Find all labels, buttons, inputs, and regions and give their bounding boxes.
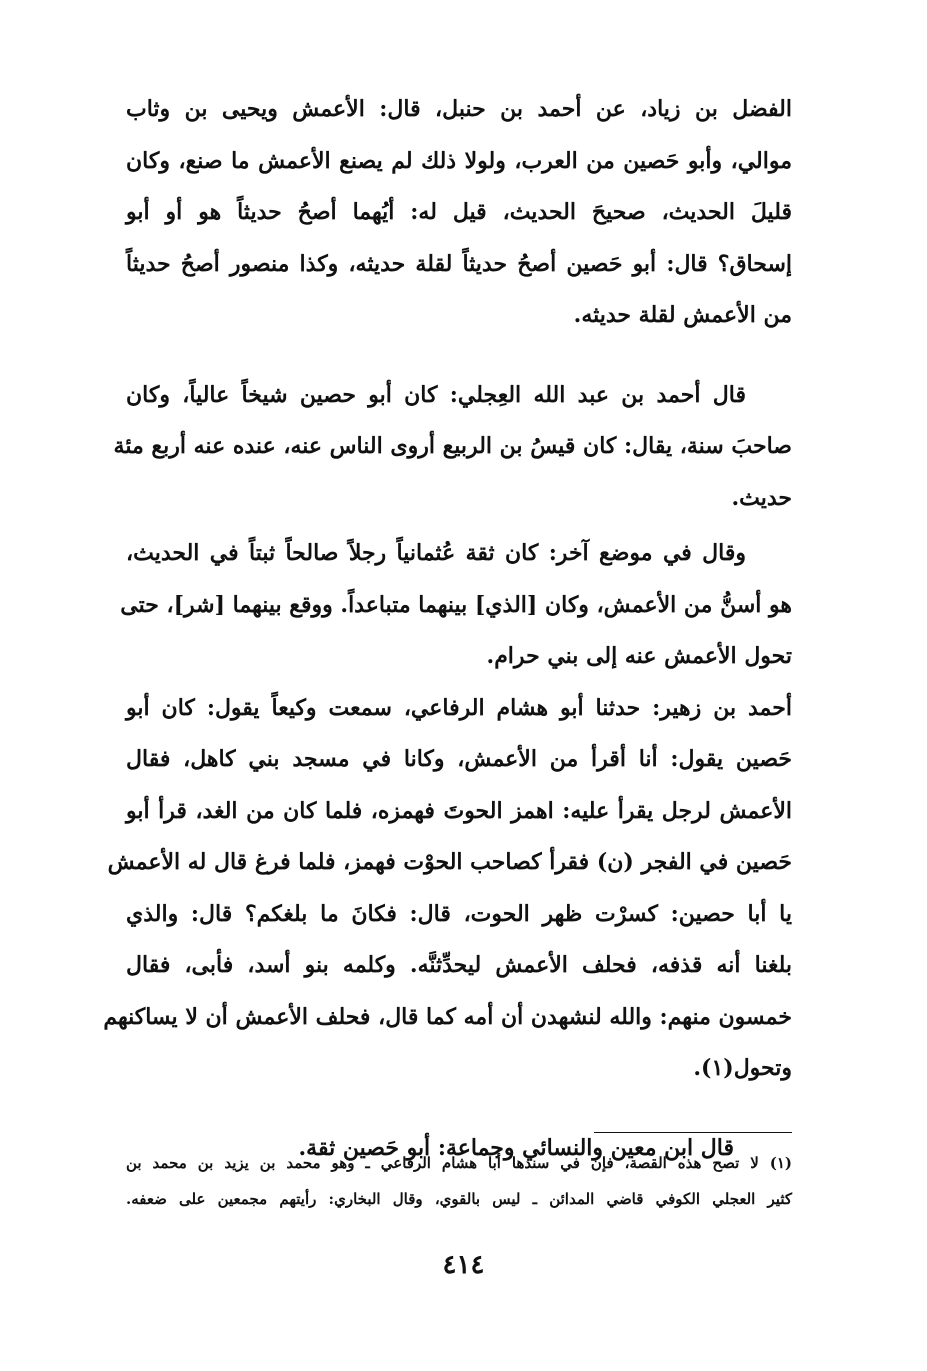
text-line: صاحبَ سنة، يقال: كان قيسُ بن الربيع أروى الناس عنه، عنده عنه أربع مئة — [113, 433, 792, 459]
text-line: حَصين في الفجر (ن) فقرأ كصاحب الحوْت فهمز، فلما فرغ قال له الأعمش — [107, 849, 792, 875]
footnote-separator — [594, 1132, 792, 1133]
text-line: قال أحمد بن عبد الله العِجلي: كان أبو حصين شيخاً عالياً، وكان — [126, 381, 746, 408]
text-line: موالي، وأبو حَصين من العرب، ولولا ذلك لم يصنع الأعمش ما صنع، وكان — [126, 147, 792, 174]
footnote-line: كثير العجلي الكوفي قاضي المدائن ـ ليس بالقوي، وقال البخاري: رأيتهم مجمعين على ضعفه. — [126, 1190, 792, 1208]
text-line: الفضل بن زياد، عن أحمد بن حنبل، قال: الأعمش ويحيى بن وثاب — [126, 96, 792, 122]
text-line: خمسون منهم: والله لنشهدن أن أمه كما قال، فحلف الأعمش أن لا يساكنهم — [103, 1003, 792, 1030]
footnotes — [126, 1145, 792, 1217]
text-line: يا أبا حصين: كسرْت ظهر الحوت، قال: فكانَ ما بلغكم؟ قال: والذي — [126, 900, 792, 927]
text-line: حَصين يقول: أنا أقرأ من الأعمش، وكانا في مسجد بني كاهل، فقال — [126, 746, 792, 772]
paragraph-2 — [113, 370, 792, 525]
footnote-line: (١) لا تصح هذه القصة، فإن في سندها أبا هشام الرفاعي ـ وهو محمد بن يزيد بن محمد بن — [126, 1154, 792, 1172]
text-line: قليلَ الحديث، صحيحَ الحديث، قيل له: أيُهما أصحُ حديثاً هو أو أبو — [126, 199, 792, 225]
text-line: من الأعمش لقلة حديثه. — [573, 302, 792, 328]
text-line: وقال في موضع آخر: كان ثقة عُثمانياً رجلاً صالحاً ثبتاً في الحديث، — [126, 540, 746, 566]
paragraph-4 — [103, 683, 792, 1095]
text-line: أحمد بن زهير: حدثنا أبو هشام الرفاعي، سمعت وكيعاً يقول: كان أبو — [126, 694, 792, 721]
text-line: الأعمش لرجل يقرأ عليه: اهمز الحوتَ فهمزه، فلما كان من الغد، قرأ أبو — [126, 797, 792, 824]
page-number: ٤١٤ — [442, 1250, 485, 1280]
paragraph-3 — [120, 528, 792, 683]
text-line: حديث. — [731, 484, 792, 511]
paragraph-1 — [126, 84, 792, 342]
text-line: هو أسنُّ من الأعمش، وكان [الذي] بينهما متباعداً. ووقع بينهما [شر]، حتى — [120, 591, 792, 618]
text-line: إسحاق؟ قال: أبو حَصين أصحُ حديثاً لقلة حديثه، وكذا منصور أصحُ حديثاً — [126, 250, 792, 277]
text-line: تحول الأعمش عنه إلى بني حرام. — [486, 643, 792, 669]
text-line: بلغنا أنه قذفه، فحلف الأعمش ليحدِّثنَّه. وكلمه بنو أسد، فأبى، فقال — [126, 952, 792, 978]
text-line: وتحول(١). — [693, 1055, 792, 1081]
main-text — [103, 84, 792, 1174]
text-line: قال ابن معين والنسائي وجماعة: أبو حَصين ثقة. — [298, 1134, 734, 1161]
